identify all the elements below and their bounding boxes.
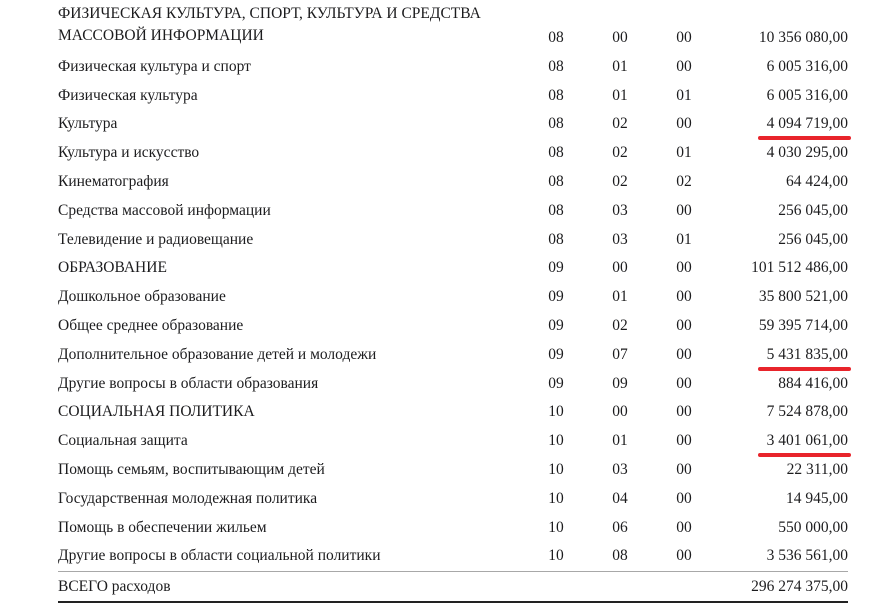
row-code-subsection-cell: 00 (676, 547, 692, 565)
amount-text: 256 045,00 (778, 201, 848, 219)
row-code-chapter-cell: 10 (548, 518, 564, 536)
row-code-section-cell: 01 (612, 288, 628, 306)
row-code-section-cell: 02 (612, 115, 628, 133)
row-amount-cell (716, 258, 848, 277)
row-amount-cell (716, 287, 848, 306)
row-code-chapter-cell: 08 (548, 57, 564, 75)
row-name-cell: Другие вопросы в области социальной политики (58, 547, 381, 565)
row-code-section-cell: 00 (612, 259, 628, 277)
row-code-section-cell: 02 (612, 316, 628, 334)
row-name-cell: Государственная молодежная политика (58, 489, 318, 507)
row-amount-cell (716, 374, 848, 393)
row-name-cell: Культура и искусство (58, 144, 200, 162)
row-name-cell: Помощь семьям, воспитывающим детей (58, 460, 325, 478)
amount-value (767, 114, 848, 133)
row-code-subsection-cell: 00 (676, 288, 692, 306)
row-code-subsection-cell: 00 (676, 403, 692, 421)
row-code-subsection-cell: 02 (676, 172, 692, 190)
amount-text: 4 094 719,00 (766, 115, 848, 133)
amount-text: 22 311,00 (786, 460, 848, 478)
row-code-section-cell: 07 (612, 345, 628, 363)
row-amount-cell (716, 345, 848, 364)
amount-text: 5 431 835,00 (766, 345, 848, 363)
row-code-chapter-cell: 10 (548, 403, 564, 421)
amount-text: 4 030 295,00 (766, 144, 848, 162)
row-code-subsection-cell: 00 (676, 316, 692, 334)
amount-text: 884 416,00 (778, 374, 848, 392)
row-name-cell: Физическая культура и спорт (58, 57, 251, 75)
budget-table (58, 4, 848, 603)
row-code-subsection-cell: 00 (676, 345, 692, 363)
row-amount-cell (716, 546, 848, 565)
row-code-chapter-cell: 10 (548, 489, 564, 507)
amount-text: 64 424,00 (786, 172, 848, 190)
row-name-cell: Помощь в обеспечении жильем (58, 518, 267, 536)
table-row (58, 254, 848, 283)
row-code-section-cell: 09 (612, 374, 628, 392)
table-row (58, 110, 848, 139)
row-code-chapter-cell: 09 (548, 316, 564, 334)
row-code-subsection-cell: 00 (676, 57, 692, 75)
row-code-section-cell: 03 (612, 460, 628, 478)
amount-text: 10 356 080,00 (758, 29, 848, 46)
amount-value (778, 374, 848, 393)
row-amount-cell (716, 460, 848, 479)
row-amount-cell (716, 57, 848, 76)
row-code-subsection-cell: 00 (676, 259, 692, 277)
row-code-chapter-cell: 10 (548, 432, 564, 450)
row-code-subsection-cell: 00 (676, 489, 692, 507)
amount-value (767, 546, 848, 565)
row-code-chapter-cell: 09 (548, 374, 564, 392)
amount-value (778, 201, 848, 220)
row-name-cell: ОБРАЗОВАНИЕ (58, 259, 167, 277)
table-row (58, 196, 848, 225)
row-code-subsection-cell: 00 (676, 432, 692, 450)
row-code-chapter-cell: 08 (548, 172, 564, 190)
row-amount-cell (716, 230, 848, 249)
row-code-section-cell: 03 (612, 230, 628, 248)
row-code-chapter-cell: 08 (548, 201, 564, 219)
table-row (58, 542, 848, 571)
row-amount-cell (716, 518, 848, 537)
row-code-subsection-cell: 01 (676, 230, 692, 248)
table-row (58, 571, 848, 603)
amount-value (786, 172, 848, 191)
row-name-cell: Кинематография (58, 172, 169, 190)
amount-text: 59 395 714,00 (758, 316, 848, 334)
row-name-cell: Дошкольное образование (58, 288, 226, 306)
amount-value (751, 258, 848, 277)
table-row (58, 81, 848, 110)
amount-text: 35 800 521,00 (758, 288, 848, 306)
row-code-chapter-cell: 10 (548, 460, 564, 478)
row-code-chapter-cell: 08 (548, 29, 564, 46)
row-amount-cell (716, 431, 848, 450)
table-row (58, 369, 848, 398)
row-amount-cell (716, 172, 848, 191)
row-code-section-cell: 01 (612, 432, 628, 450)
amount-value (787, 460, 848, 479)
amount-value (751, 577, 848, 596)
table-row (58, 398, 848, 427)
table-row (58, 138, 848, 167)
row-code-section-cell: 02 (612, 172, 628, 190)
amount-value (759, 316, 848, 335)
table-row (58, 455, 848, 484)
row-name-cell: Средства массовой информации (58, 201, 271, 219)
row-code-chapter-cell: 08 (548, 86, 564, 104)
amount-text: 6 005 316,00 (766, 57, 848, 75)
table-row (58, 52, 848, 81)
table-row (58, 282, 848, 311)
amount-value (767, 86, 848, 105)
row-amount-cell (716, 114, 848, 133)
amount-value (767, 402, 848, 421)
row-name-cell: Культура (58, 115, 118, 133)
row-name-cell: Дополнительное образование детей и молодежи (58, 345, 377, 363)
amount-text: 6 005 316,00 (766, 86, 848, 104)
row-name-cell: Общее среднее образование (58, 316, 244, 334)
row-code-section-cell: 00 (612, 29, 628, 46)
amount-text: 256 045,00 (778, 230, 848, 248)
row-name-cell: ВСЕГО расходов (58, 577, 171, 595)
amount-text: 550 000,00 (778, 518, 848, 536)
row-code-section-cell: 01 (612, 57, 628, 75)
table-row (58, 225, 848, 254)
table-row (58, 340, 848, 369)
row-code-chapter-cell: 08 (548, 144, 564, 162)
row-code-section-cell: 08 (612, 547, 628, 565)
row-code-subsection-cell: 01 (676, 86, 692, 104)
amount-value (759, 287, 848, 306)
row-code-chapter-cell: 09 (548, 288, 564, 306)
amount-text: 3 401 061,00 (766, 432, 848, 450)
table-row (58, 311, 848, 340)
row-amount-cell (716, 28, 848, 47)
row-name-cell: Социальная защита (58, 432, 188, 450)
table-row (58, 513, 848, 542)
amount-value (767, 431, 848, 450)
row-name-cell: Физическая культура (58, 86, 198, 104)
row-amount-cell (716, 316, 848, 335)
row-amount-cell (716, 201, 848, 220)
row-amount-cell (716, 489, 848, 508)
amount-value (767, 57, 848, 76)
row-amount-cell (716, 402, 848, 421)
row-code-section-cell: 02 (612, 144, 628, 162)
table-row (58, 167, 848, 196)
row-code-section-cell: 04 (612, 489, 628, 507)
amount-text: 14 945,00 (786, 489, 848, 507)
row-code-chapter-cell: 09 (548, 259, 564, 277)
amount-text: 3 536 561,00 (766, 547, 848, 565)
row-code-subsection-cell: 00 (676, 201, 692, 219)
row-name-cell: Телевидение и радиовещание (58, 230, 254, 248)
row-code-section-cell: 03 (612, 201, 628, 219)
amount-value (767, 345, 848, 364)
amount-value (767, 143, 848, 162)
red-underline-mark (758, 453, 851, 457)
row-code-section-cell: 01 (612, 86, 628, 104)
table-row (58, 484, 848, 513)
row-amount-cell (716, 143, 848, 162)
row-code-section-cell: 00 (612, 403, 628, 421)
row-code-chapter-cell: 08 (548, 115, 564, 133)
row-code-subsection-cell: 01 (676, 144, 692, 162)
row-code-section-cell: 06 (612, 518, 628, 536)
row-code-subsection-cell: 00 (676, 29, 692, 46)
row-code-chapter-cell: 08 (548, 230, 564, 248)
row-code-subsection-cell: 00 (676, 115, 692, 133)
row-name-cell: ФИЗИЧЕСКАЯ КУЛЬТУРА, СПОРТ, КУЛЬТУРА И СРЕДСТВА МАССОВОЙ ИНФОРМАЦИИ (58, 5, 481, 44)
amount-value (786, 489, 848, 508)
amount-text: 101 512 486,00 (751, 259, 848, 277)
row-amount-cell (716, 86, 848, 105)
amount-text: 296 274 375,00 (751, 577, 848, 595)
row-amount-cell (716, 577, 848, 596)
row-name-cell: Другие вопросы в области образования (58, 374, 319, 392)
row-code-chapter-cell: 10 (548, 547, 564, 565)
amount-value (778, 518, 848, 537)
row-code-chapter-cell: 09 (548, 345, 564, 363)
amount-value (759, 28, 848, 47)
amount-value (778, 230, 848, 249)
table-row (58, 426, 848, 455)
red-underline-mark (758, 136, 851, 140)
table-row (58, 4, 848, 52)
row-code-subsection-cell: 00 (676, 518, 692, 536)
row-code-subsection-cell: 00 (676, 374, 692, 392)
row-code-subsection-cell: 00 (676, 460, 692, 478)
row-name-cell: СОЦИАЛЬНАЯ ПОЛИТИКА (58, 403, 255, 421)
amount-text: 7 524 878,00 (766, 403, 848, 421)
red-underline-mark (758, 367, 851, 371)
